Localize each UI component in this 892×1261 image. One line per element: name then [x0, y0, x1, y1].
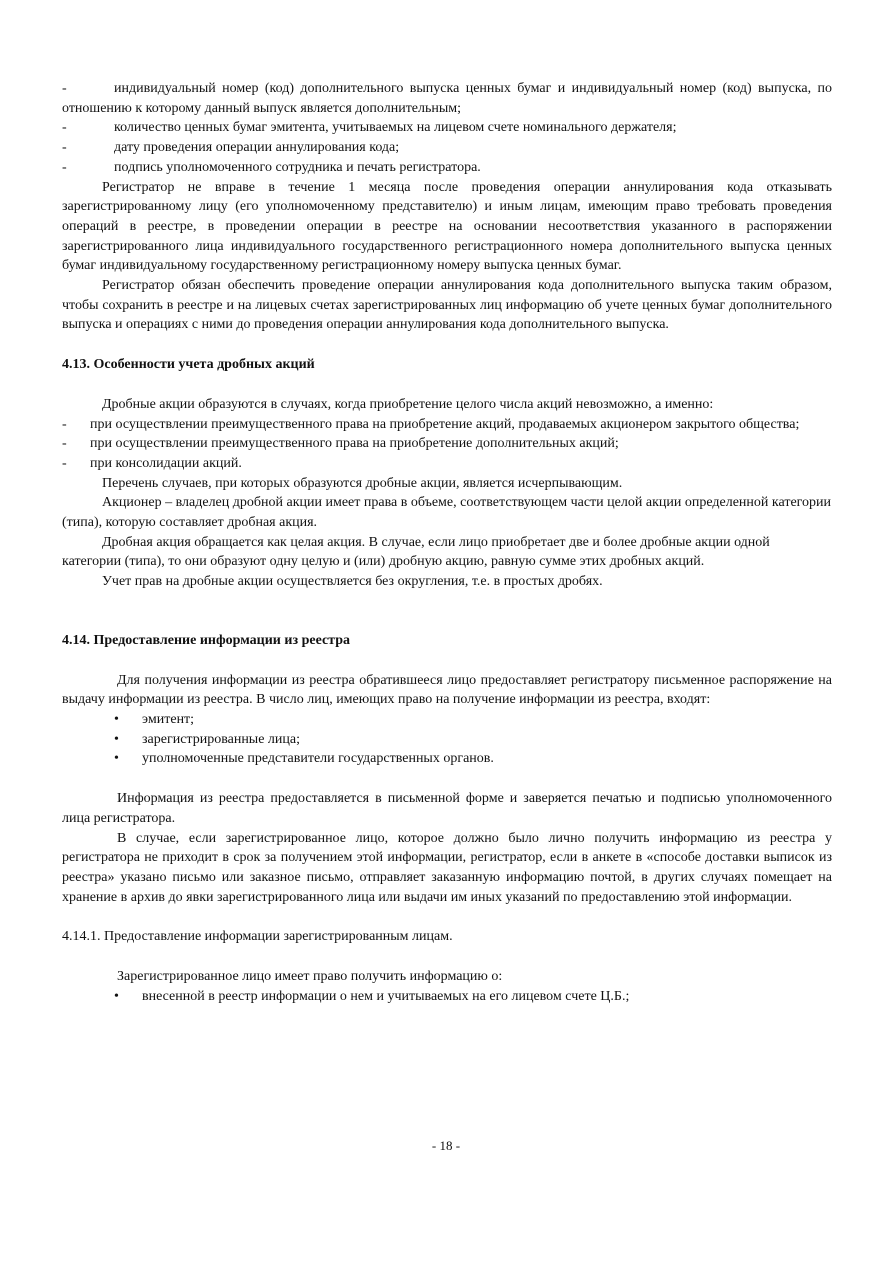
list-item-text: при осуществлении преимущественного права на приобретение акций, продаваемых акционером закрытого общества; [90, 416, 800, 432]
dash-marker: - [62, 436, 67, 452]
paragraph: Акционер – владелец дробной акции имеет права в объеме, соответствующем части целой акции определенной категории (типа), которую составляет дробная акция. [62, 495, 832, 531]
paragraph: Учет прав на дробные акции осуществляется без округления, т.е. в простых дробях. [102, 574, 603, 590]
subsection-heading: 4.14.1. Предоставление информации зарегистрированным лицам. [62, 929, 453, 945]
paragraph: Зарегистрированное лицо имеет право получить информацию о: [117, 969, 503, 985]
dash-marker: - [62, 159, 67, 175]
dash-marker: - [62, 81, 67, 96]
paragraph: Для получения информации из реестра обратившееся лицо предоставляет регистратору письменное распоряжение на выдачу информации из реестра. В число лиц, имеющих право на получение информации из реестра, входят: [62, 672, 832, 708]
list-item [62, 710, 832, 730]
dash-marker: - [62, 416, 67, 432]
dash-marker: - [62, 120, 67, 136]
paragraph: Регистратор не вправе в течение 1 месяца после проведения операции аннулирования кода отказывать зарегистрированному лицу (его уполномоченному представителю) и иным лицам, имеющим право требовать проведения операций в реестре, в проведении операции в реестре на основании несоответствия указанного в распоряжении зарегистрированного лица индивидуального государственного регистрационного номера дополнительного выпуска ценных бумаг индивидуальному государственному регистрационному номеру выпуска ценных бумаг. [62, 179, 832, 274]
list-item [62, 158, 832, 178]
bullet-list [62, 710, 832, 769]
paragraph: Регистратор обязан обеспечить проведение операции аннулирования кода дополнительного выпуска таким образом, чтобы сохранить в реестре и на лицевых счетах зарегистрированных лиц информацию об учете ценных бумаг дополнительного выпуска и операциях с ними до проведения операции аннулирования кода дополнительного выпуска. [62, 278, 832, 333]
paragraph: В случае, если зарегистрированное лицо, которое должно было лично получить информацию из реестра у регистратора не приходит в срок за получением этой информации, регистратор, если в анкете в «способе доставки выписок из реестра» указано письмо или заказное письмо, отправляет заказанную информацию почтой, в других случаях помещает на хранение в архив до явки зарегистрированного лица или выдачи им иных указаний по предоставлению этой информации. [62, 830, 832, 905]
section-heading: 4.13. Особенности учета дробных акций [62, 357, 315, 373]
list-item-text: индивидуальный номер (код) дополнительного выпуска ценных бумаг и индивидуальный номер (код) выпуска, по отношению к которому данный выпуск является дополнительным; [62, 81, 832, 116]
dash-marker: - [62, 140, 67, 156]
list-item-text: дату проведения операции аннулирования кода; [114, 140, 400, 156]
bullet-marker: • [114, 731, 119, 747]
list-item [62, 454, 832, 474]
list-item [62, 987, 832, 1007]
list-item-text: подпись уполномоченного сотрудника и печать регистратора. [114, 159, 481, 175]
list-item [62, 730, 832, 750]
bullet-marker: • [114, 711, 119, 727]
list-item-text: эмитент; [142, 711, 195, 727]
dash-list [62, 79, 832, 178]
list-item-text: количество ценных бумаг эмитента, учитываемых на лицевом счете номинального держателя; [114, 120, 677, 136]
list-item [62, 415, 832, 435]
bullet-marker: • [114, 751, 119, 767]
dash-marker: - [62, 455, 67, 471]
bullet-list [62, 987, 832, 1007]
page-content [62, 79, 832, 1006]
list-item [62, 79, 832, 118]
list-item-text: внесенной в реестр информации о нем и учитываемых на его лицевом счете Ц.Б.; [142, 988, 630, 1004]
section-heading: 4.14. Предоставление информации из реестра [62, 632, 350, 648]
paragraph: Дробная акция обращается как целая акция. В случае, если лицо приобретает две и более дробные акции одной категории (типа), то они образуют одну целую и (или) дробную акцию, равную сумме этих дробных акций. [62, 534, 770, 570]
list-item-text: зарегистрированные лица; [142, 731, 301, 747]
bullet-marker: • [114, 988, 119, 1004]
paragraph: Информация из реестра предоставляется в письменной форме и заверяется печатью и подписью уполномоченного лица регистратора. [62, 791, 832, 826]
list-item-text: при осуществлении преимущественного права на приобретение дополнительных акций; [90, 436, 619, 452]
paragraph: Дробные акции образуются в случаях, когда приобретение целого числа акций невозможно, а именно: [102, 396, 714, 412]
dash-list [62, 415, 832, 474]
list-item [62, 138, 832, 158]
paragraph: Перечень случаев, при которых образуются дробные акции, является исчерпывающим. [102, 475, 623, 491]
list-item [62, 434, 832, 454]
list-item [62, 749, 832, 769]
page-number: - 18 - [431, 1138, 461, 1153]
list-item-text: уполномоченные представители государственных органов. [142, 751, 494, 767]
list-item-text: при консолидации акций. [90, 455, 242, 471]
list-item [62, 118, 832, 138]
